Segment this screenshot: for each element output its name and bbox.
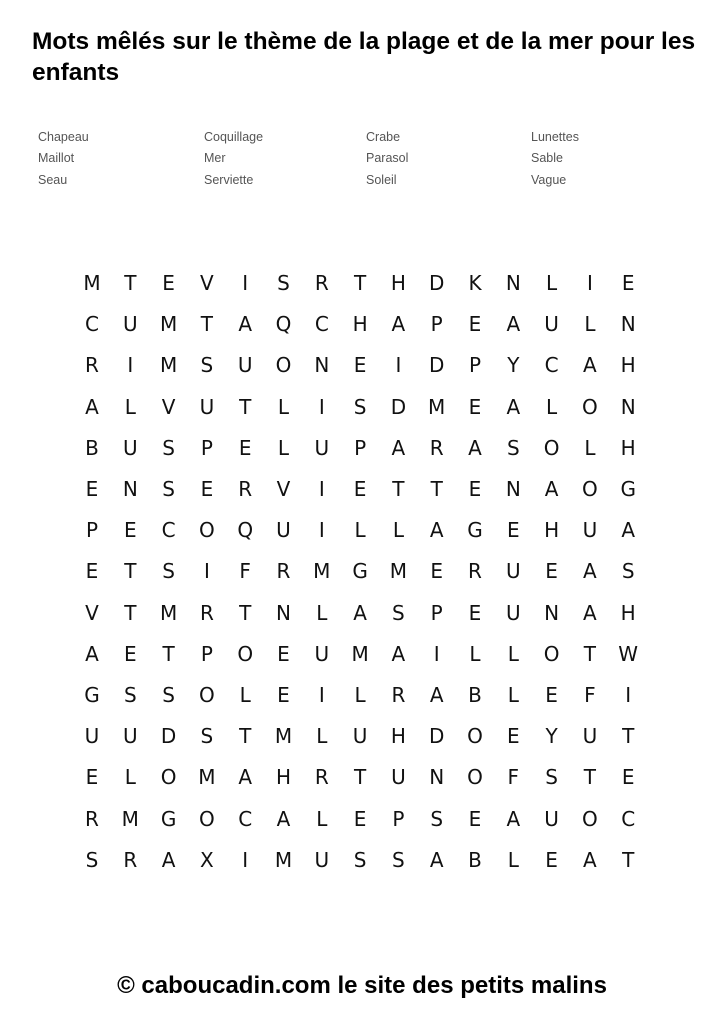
grid-letter[interactable]: M: [274, 724, 293, 749]
grid-letter[interactable]: A: [506, 806, 521, 831]
grid-letter[interactable]: G: [84, 683, 100, 707]
grid-letter[interactable]: E: [468, 312, 482, 337]
grid-letter[interactable]: L: [546, 394, 558, 419]
grid-letter[interactable]: V: [276, 477, 291, 501]
grid-letter[interactable]: P: [430, 312, 443, 337]
grid-letter[interactable]: R: [276, 559, 291, 584]
grid-letter[interactable]: M: [159, 312, 178, 337]
grid-letter[interactable]: A: [621, 518, 636, 543]
grid-letter[interactable]: S: [621, 559, 635, 584]
grid-letter[interactable]: E: [200, 477, 214, 501]
grid-letter[interactable]: W: [618, 641, 639, 666]
grid-letter[interactable]: C: [85, 312, 99, 337]
grid-letter[interactable]: T: [430, 477, 443, 501]
grid-letter[interactable]: L: [277, 394, 290, 419]
grid-letter[interactable]: D: [160, 724, 177, 749]
grid-letter[interactable]: E: [506, 518, 520, 543]
grid-letter[interactable]: A: [391, 641, 406, 666]
grid-letter[interactable]: A: [583, 600, 597, 625]
grid-letter[interactable]: H: [620, 435, 636, 460]
grid-letter[interactable]: U: [122, 312, 138, 337]
grid-letter[interactable]: E: [277, 683, 290, 707]
grid-letter[interactable]: I: [242, 847, 249, 872]
grid-letter[interactable]: N: [544, 600, 560, 625]
grid-letter[interactable]: E: [353, 353, 367, 378]
grid-letter[interactable]: T: [622, 724, 635, 749]
grid-letter[interactable]: L: [507, 641, 519, 666]
word-list-item: Parasol: [366, 151, 409, 165]
grid-letter[interactable]: N: [122, 477, 138, 501]
grid-letter[interactable]: H: [352, 312, 368, 337]
grid-letter[interactable]: S: [430, 806, 444, 831]
grid-letter[interactable]: S: [162, 683, 175, 707]
grid-letter[interactable]: U: [276, 518, 291, 543]
grid-letter[interactable]: L: [392, 518, 404, 543]
grid-letter[interactable]: A: [161, 847, 176, 872]
grid-letter[interactable]: O: [582, 394, 598, 419]
grid-letter[interactable]: E: [238, 435, 252, 460]
grid-letter[interactable]: M: [274, 847, 293, 872]
grid-letter[interactable]: O: [199, 518, 215, 543]
grid-letter[interactable]: B: [468, 847, 482, 872]
grid-letter[interactable]: T: [353, 271, 367, 295]
grid-letter[interactable]: I: [318, 518, 325, 543]
grid-letter[interactable]: T: [239, 724, 252, 749]
grid-letter[interactable]: L: [124, 394, 136, 419]
grid-letter[interactable]: E: [85, 765, 99, 790]
grid-letter[interactable]: S: [200, 353, 214, 378]
grid-letter[interactable]: S: [353, 394, 367, 419]
grid-letter[interactable]: U: [391, 765, 406, 790]
word-list-item: Maillot: [38, 151, 75, 165]
grid-letter[interactable]: O: [275, 353, 292, 378]
grid-letter[interactable]: L: [584, 312, 596, 337]
grid-letter[interactable]: A: [429, 683, 444, 707]
grid-letter[interactable]: S: [353, 847, 367, 872]
grid-letter[interactable]: A: [276, 806, 291, 831]
grid-letter[interactable]: M: [121, 806, 139, 831]
word-list-item: Lunettes: [531, 130, 579, 144]
grid-letter[interactable]: G: [620, 477, 636, 501]
grid-letter[interactable]: N: [620, 394, 636, 419]
grid-letter[interactable]: I: [586, 271, 593, 295]
grid-letter[interactable]: E: [468, 394, 482, 419]
grid-letter[interactable]: S: [162, 435, 175, 460]
grid-letter[interactable]: A: [85, 641, 99, 666]
grid-letter[interactable]: N: [505, 271, 521, 295]
grid-letter[interactable]: T: [124, 600, 137, 625]
grid-letter[interactable]: A: [468, 435, 482, 460]
grid-letter[interactable]: E: [545, 847, 558, 872]
grid-letter[interactable]: C: [314, 312, 329, 337]
grid-letter[interactable]: Q: [237, 518, 254, 543]
grid-letter[interactable]: A: [583, 847, 597, 872]
grid-letter[interactable]: U: [505, 600, 521, 625]
grid-letter[interactable]: R: [468, 559, 482, 584]
grid-letter[interactable]: E: [277, 641, 290, 666]
grid-letter[interactable]: T: [239, 600, 252, 625]
grid-letter[interactable]: H: [620, 600, 636, 625]
grid-letter[interactable]: E: [545, 683, 558, 707]
grid-letter[interactable]: R: [314, 765, 329, 790]
grid-letter[interactable]: L: [507, 683, 519, 707]
grid-letter[interactable]: O: [543, 435, 560, 460]
grid-letter[interactable]: E: [621, 765, 635, 790]
grid-letter[interactable]: H: [620, 353, 636, 378]
grid-letter[interactable]: A: [506, 394, 521, 419]
grid-letter[interactable]: E: [430, 559, 443, 584]
grid-letter[interactable]: T: [124, 559, 137, 584]
word-list-item: Serviette: [204, 173, 254, 187]
grid-letter[interactable]: N: [276, 600, 291, 625]
grid-letter[interactable]: M: [313, 559, 331, 584]
grid-letter[interactable]: P: [468, 353, 482, 378]
grid-letter[interactable]: I: [242, 271, 249, 295]
grid-letter[interactable]: P: [200, 435, 213, 460]
grid-letter[interactable]: U: [314, 847, 330, 872]
grid-letter[interactable]: Q: [275, 312, 292, 337]
grid-letter[interactable]: M: [83, 271, 101, 295]
grid-letter[interactable]: I: [127, 353, 134, 378]
grid-letter[interactable]: S: [85, 847, 99, 872]
page-title: Mots mêlés sur le thème de la plage et de la mer pour les enfants: [32, 28, 696, 86]
grid-letter[interactable]: U: [352, 724, 368, 749]
grid-letter[interactable]: V: [85, 600, 99, 625]
grid-letter[interactable]: U: [199, 394, 215, 419]
grid-letter[interactable]: T: [392, 477, 405, 501]
grid-letter[interactable]: U: [84, 724, 100, 749]
grid-letter[interactable]: S: [277, 271, 290, 295]
grid-letter[interactable]: A: [238, 765, 253, 790]
grid-letter[interactable]: F: [507, 765, 520, 790]
grid-letter[interactable]: S: [545, 765, 558, 790]
grid-letter[interactable]: U: [544, 806, 559, 831]
grid-letter[interactable]: P: [200, 641, 213, 666]
grid-letter[interactable]: M: [159, 353, 178, 378]
grid-letter[interactable]: T: [124, 271, 137, 295]
grid-letter[interactable]: U: [122, 435, 138, 460]
grid-letter[interactable]: L: [124, 765, 136, 790]
grid-letter[interactable]: A: [85, 394, 99, 419]
grid-letter[interactable]: G: [467, 518, 483, 543]
grid-letter[interactable]: D: [428, 271, 445, 295]
grid-letter[interactable]: R: [391, 683, 406, 707]
grid-letter[interactable]: E: [468, 477, 482, 501]
grid-letter[interactable]: E: [85, 477, 99, 501]
footer-credit: © caboucadin.com le site des petits malins: [117, 972, 607, 999]
grid-letter[interactable]: O: [543, 641, 560, 666]
grid-letter[interactable]: U: [237, 353, 253, 378]
grid-letter[interactable]: A: [506, 312, 521, 337]
grid-letter[interactable]: P: [354, 435, 367, 460]
grid-letter[interactable]: N: [620, 312, 636, 337]
grid-letter[interactable]: L: [316, 600, 328, 625]
grid-letter[interactable]: P: [85, 518, 99, 543]
word-list-item: Sable: [531, 151, 563, 165]
grid-letter[interactable]: I: [318, 683, 325, 707]
grid-letter[interactable]: D: [390, 394, 407, 419]
grid-letter[interactable]: O: [582, 477, 598, 501]
grid-letter[interactable]: F: [584, 683, 596, 707]
grid-letter[interactable]: E: [123, 518, 137, 543]
grid-letter[interactable]: L: [507, 847, 519, 872]
grid-letter[interactable]: L: [316, 724, 328, 749]
grid-letter[interactable]: N: [429, 765, 445, 790]
grid-letter[interactable]: A: [391, 312, 406, 337]
grid-letter[interactable]: S: [200, 724, 214, 749]
grid-letter[interactable]: C: [621, 806, 636, 831]
grid-letter[interactable]: A: [238, 312, 253, 337]
grid-letter[interactable]: U: [582, 518, 598, 543]
grid-letter[interactable]: L: [239, 683, 251, 707]
grid-letter[interactable]: S: [392, 600, 405, 625]
grid-letter[interactable]: S: [162, 559, 175, 584]
grid-letter[interactable]: R: [314, 271, 329, 295]
grid-letter[interactable]: T: [583, 641, 596, 666]
grid-letter[interactable]: R: [238, 477, 253, 501]
grid-letter[interactable]: E: [506, 724, 520, 749]
grid-letter[interactable]: I: [318, 394, 325, 419]
grid-letter[interactable]: M: [428, 394, 446, 419]
grid-letter[interactable]: R: [85, 806, 99, 831]
grid-letter[interactable]: O: [199, 806, 215, 831]
grid-letter[interactable]: A: [429, 518, 444, 543]
grid-letter[interactable]: V: [200, 271, 214, 295]
grid-letter[interactable]: T: [622, 847, 635, 872]
grid-letter[interactable]: E: [468, 600, 482, 625]
grid-letter[interactable]: H: [275, 765, 292, 790]
word-list-item: Soleil: [366, 173, 397, 187]
grid-letter[interactable]: U: [582, 724, 598, 749]
grid-letter[interactable]: D: [428, 724, 445, 749]
grid-letter[interactable]: P: [430, 600, 443, 625]
grid-letter[interactable]: V: [161, 394, 176, 419]
grid-letter[interactable]: B: [468, 683, 482, 707]
grid-letter[interactable]: L: [584, 435, 596, 460]
grid-letter[interactable]: A: [583, 559, 597, 584]
grid-letter[interactable]: X: [200, 847, 214, 872]
grid-letter[interactable]: O: [199, 683, 215, 707]
word-list-item: Seau: [38, 173, 68, 187]
grid-letter[interactable]: T: [239, 394, 252, 419]
grid-letter[interactable]: E: [162, 271, 175, 295]
grid-letter[interactable]: M: [389, 559, 408, 584]
grid-letter[interactable]: T: [200, 312, 213, 337]
grid-letter[interactable]: O: [467, 765, 483, 790]
grid-letter[interactable]: U: [122, 724, 138, 749]
word-list-item: Mer: [204, 151, 226, 165]
word-list-item: Crabe: [366, 130, 401, 144]
grid-letter[interactable]: A: [353, 600, 367, 625]
grid-letter[interactable]: S: [506, 435, 520, 460]
grid-letter[interactable]: M: [198, 765, 216, 790]
grid-letter[interactable]: T: [353, 765, 367, 790]
grid-letter[interactable]: E: [545, 559, 558, 584]
grid-letter[interactable]: I: [203, 559, 210, 584]
grid-letter[interactable]: A: [429, 847, 444, 872]
grid-letter[interactable]: N: [505, 477, 521, 501]
grid-letter[interactable]: C: [161, 518, 176, 543]
grid-letter[interactable]: U: [505, 559, 521, 584]
grid-letter[interactable]: L: [277, 435, 290, 460]
grid-letter[interactable]: Y: [545, 724, 558, 749]
grid-letter[interactable]: I: [625, 683, 632, 707]
grid-letter[interactable]: L: [354, 683, 366, 707]
grid-letter[interactable]: S: [392, 847, 405, 872]
grid-letter[interactable]: I: [318, 477, 325, 501]
grid-letter[interactable]: D: [428, 353, 445, 378]
grid-letter[interactable]: P: [392, 806, 405, 831]
grid-letter[interactable]: N: [314, 353, 330, 378]
grid-letter[interactable]: E: [621, 271, 635, 295]
grid-letter[interactable]: K: [468, 271, 482, 295]
word-list: [0, 130, 724, 196]
grid-letter[interactable]: E: [353, 477, 367, 501]
grid-letter[interactable]: R: [85, 353, 99, 378]
grid-letter[interactable]: O: [160, 765, 177, 790]
grid-letter[interactable]: R: [199, 600, 214, 625]
grid-letter[interactable]: H: [390, 724, 406, 749]
grid-letter[interactable]: U: [314, 435, 330, 460]
grid-letter[interactable]: Y: [507, 353, 520, 378]
grid-letter[interactable]: E: [468, 806, 482, 831]
grid-letter[interactable]: C: [544, 353, 559, 378]
grid-letter[interactable]: L: [316, 806, 328, 831]
grid-letter[interactable]: U: [544, 312, 559, 337]
grid-letter[interactable]: L: [469, 641, 481, 666]
grid-letter[interactable]: H: [544, 518, 560, 543]
grid-letter[interactable]: M: [159, 600, 178, 625]
grid-letter[interactable]: C: [238, 806, 253, 831]
grid-letter[interactable]: F: [239, 559, 251, 584]
grid-letter[interactable]: I: [433, 641, 440, 666]
grid-letter[interactable]: T: [583, 765, 596, 790]
grid-letter[interactable]: L: [354, 518, 366, 543]
grid-letter[interactable]: M: [351, 641, 369, 666]
grid-letter[interactable]: I: [395, 353, 402, 378]
grid-letter[interactable]: E: [123, 641, 137, 666]
word-list-item: Chapeau: [38, 130, 89, 144]
grid-letter[interactable]: R: [123, 847, 138, 872]
grid-letter[interactable]: R: [429, 435, 444, 460]
grid-letter[interactable]: B: [85, 435, 99, 460]
word-list-item: Vague: [531, 173, 567, 187]
grid-letter[interactable]: O: [582, 806, 598, 831]
grid-letter[interactable]: E: [353, 806, 367, 831]
word-list-item: Coquillage: [204, 130, 264, 144]
grid-letter[interactable]: H: [390, 271, 406, 295]
grid-letter[interactable]: L: [546, 271, 558, 295]
grid-letter[interactable]: A: [391, 435, 406, 460]
grid-letter[interactable]: S: [123, 683, 137, 707]
grid-letter[interactable]: G: [352, 559, 368, 584]
grid-letter[interactable]: S: [162, 477, 175, 501]
grid-letter[interactable]: U: [314, 641, 330, 666]
grid-letter[interactable]: E: [85, 559, 99, 584]
grid-letter[interactable]: O: [237, 641, 254, 666]
grid-letter[interactable]: T: [162, 641, 175, 666]
grid-letter[interactable]: O: [467, 724, 483, 749]
grid-letter[interactable]: A: [544, 477, 559, 501]
grid-letter[interactable]: G: [160, 806, 177, 831]
grid-letter[interactable]: A: [583, 353, 597, 378]
